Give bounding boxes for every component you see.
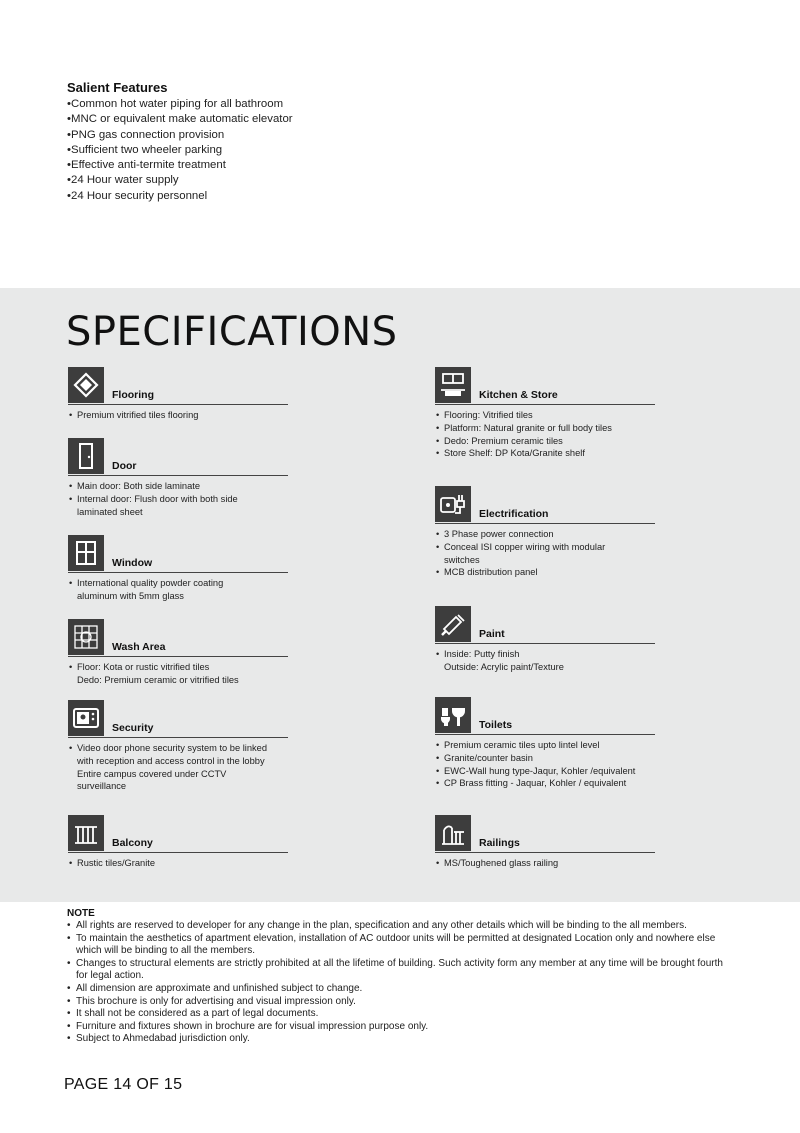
note-title: NOTE [67,908,95,919]
spec-name: Security [112,722,154,734]
window-icon [68,535,104,571]
list-item: Dedo: Premium ceramic or vitrified tiles [77,674,239,685]
list-item: • Main door: Both side laminate [68,480,288,493]
list-item: • MNC or equivalent make automatic elevator [67,112,293,127]
specifications-title: SPECIFICATIONS [66,309,398,355]
list-item: • Furniture and fixtures shown in brochure are for visual impression purpose only. [67,1021,737,1034]
spec-name: Kitchen & Store [479,389,558,401]
kitchen-icon [435,367,471,403]
spec-name: Electrification [479,508,549,520]
list-item: laminated sheet [77,506,143,517]
list-item: • PNG gas connection provision [67,128,293,143]
list-item: • Rustic tiles/Granite [68,857,288,870]
spec-flooring [68,367,288,422]
list-item: • Floor: Kota or rustic vitrified tiles [68,661,288,674]
flooring-icon [68,367,104,403]
spec-name: Railings [479,837,520,849]
list-item: • Common hot water piping for all bathroom [67,97,293,112]
list-item: Outside: Acrylic paint/Texture [444,661,564,672]
spec-name: Paint [479,628,505,640]
paint-roller-icon [435,606,471,642]
list-item: • Changes to structural elements are strictly prohibited at all the lifetime of building. Such activity form any member at any time will be brought fourth for legal action. [67,958,737,983]
list-item: • Subject to Ahmedabad jurisdiction only. [67,1033,737,1046]
spec-paint [435,606,655,674]
list-item: • Conceal ISI copper wiring with modular [435,541,655,554]
tiles-icon [68,619,104,655]
page-number: PAGE 14 OF 15 [64,1076,183,1093]
spec-wash-area [68,619,288,687]
spec-railings [435,815,655,870]
list-item: • Effective anti-termite treatment [67,158,293,173]
note-section [67,907,737,1046]
list-item: • 3 Phase power connection [435,528,655,541]
spec-name: Flooring [112,389,154,401]
door-icon [68,438,104,474]
list-item: • Premium ceramic tiles upto lintel level [435,739,655,752]
toilet-basin-icon [435,697,471,733]
list-item: • Platform: Natural granite or full body tiles [435,422,655,435]
list-item: aluminum with 5mm glass [77,590,184,601]
list-item: • MCB distribution panel [435,566,655,579]
list-item: switches [444,554,480,565]
salient-title: Salient Features [67,80,168,95]
list-item: • 24 Hour security personnel [67,189,293,204]
spec-name: Door [112,460,137,472]
spec-kitchen [435,367,655,460]
list-item: • 24 Hour water supply [67,173,293,188]
video-phone-icon [68,700,104,736]
salient-features [67,80,293,204]
spec-toilets [435,697,655,790]
spec-name: Wash Area [112,641,166,653]
spec-security [68,700,288,793]
list-item: • EWC-Wall hung type-Jaqur, Kohler /equivalent [435,765,655,778]
list-item: • All dimension are approximate and unfinished subject to change. [67,983,737,996]
list-item: • To maintain the aesthetics of apartment elevation, installation of AC outdoor units will be permitted at designated Location only and nowhere else which will be binding to all the members. [67,933,737,958]
spec-door [68,438,288,518]
list-item: • Video door phone security system to be linked [68,742,288,755]
spec-electrification [435,486,655,579]
list-item: • Internal door: Flush door with both side [68,493,288,506]
list-item: • Inside: Putty finish [435,648,655,661]
spec-balcony [68,815,288,870]
list-item: surveillance [77,781,127,792]
list-item: • All rights are reserved to developer for any change in the plan, specification and any other details which will be binding to the all members. [67,920,737,933]
list-item: with reception and access control in the lobby [77,755,265,766]
list-item: • This brochure is only for advertising and visual impression only. [67,996,737,1009]
stair-railing-icon [435,815,471,851]
list-item: • Premium vitrified tiles flooring [68,409,288,422]
list-item: • It shall not be considered as a part of legal documents. [67,1008,737,1021]
list-item: Entire campus covered under CCTV [77,768,227,779]
list-item: • Sufficient two wheeler parking [67,143,293,158]
spec-name: Balcony [112,837,153,849]
plug-socket-icon [435,486,471,522]
balcony-railing-icon [68,815,104,851]
list-item: • Store Shelf: DP Kota/Granite shelf [435,447,655,460]
list-item: • MS/Toughened glass railing [435,857,655,870]
list-item: • Dedo: Premium ceramic tiles [435,435,655,448]
spec-name: Toilets [479,719,513,731]
list-item: • Flooring: Vitrified tiles [435,409,655,422]
spec-window [68,535,288,603]
list-item: • CP Brass fitting - Jaquar, Kohler / equivalent [435,777,655,790]
list-item: • Granite/counter basin [435,752,655,765]
salient-list [67,97,293,204]
spec-name: Window [112,557,153,569]
list-item: • International quality powder coating [68,577,288,590]
